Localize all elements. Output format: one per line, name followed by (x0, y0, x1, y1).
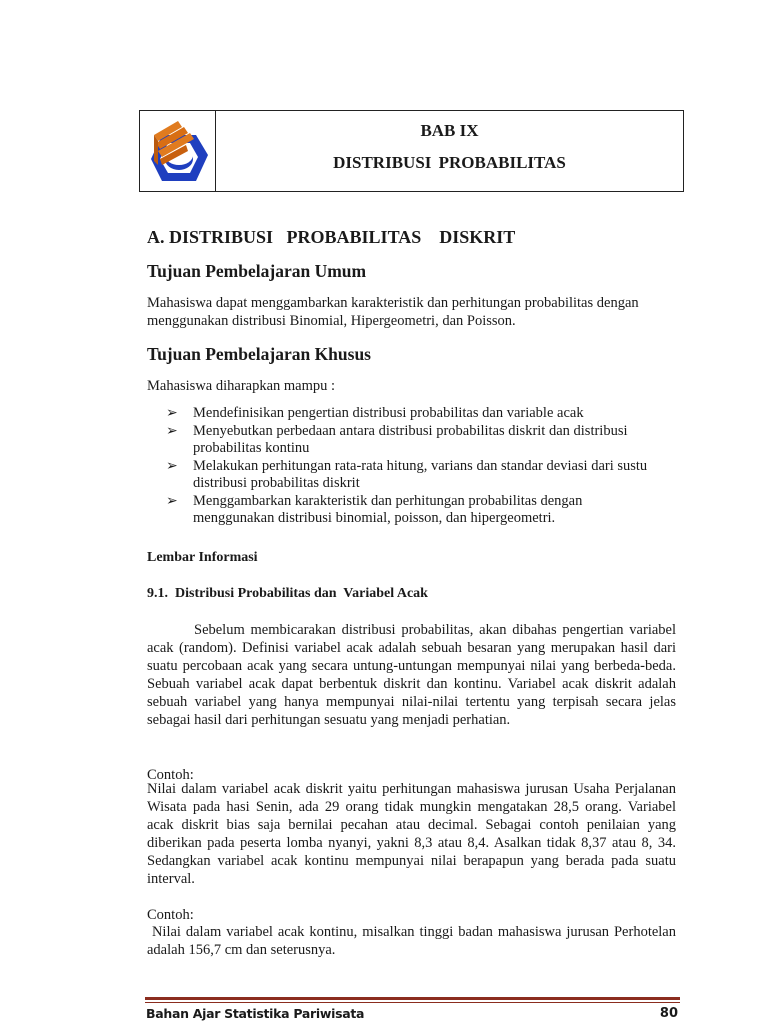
objectives-list (166, 405, 666, 528)
example-1-text: Nilai dalam variabel acak diskrit yaitu perhitungan mahasiswa jurusan Usaha Perjalanan Wisata pada hasi Senin, ada 29 orang tidak mungkin mengatakan 28,5 orang. Variabel acak diskrit bias saja bernilai pecahan atau decimal. Sebagai contoh penilaian yang diberikan pada peserta lomba nyanyi, yakni 8,3 atau 8,4. Asalkan tidak 8,37 atau 8, 34. Sedangkan variabel acak kontinu mempunyai nilai berapapun yang berada pada suatu interval. (147, 781, 676, 887)
page-number: 80 (659, 1006, 678, 1021)
chapter-number: BAB IX (420, 121, 479, 140)
intro-paragraph: Sebelum membicarakan distribusi probabilitas, akan dibahas pengertian variabel acak (random). Definisi variabel acak adalah sebuah besaran yang merupakan hasil dari suatu percobaan acak yang secara untung-untungan mempunyai nilai yang berbeda-beda. Sebuah variabel acak dapat berbentuk diskrit dan kontinu. Variabel acak diskrit adalah sebuah variabel yang hanya mempunyai nilai-nilai tertentu yang terpisah secara jelas sebagai hasil dari perhitungan sesuatu yang menjadi perhatian. (147, 622, 676, 728)
footer-book-title: Bahan Ajar Statistika Pariwisata (146, 1006, 365, 1021)
arrowhead-bullet-icon: ➢ (166, 492, 178, 509)
section-a-title: A. DISTRIBUSI PROBABILITAS DISKRIT (147, 227, 516, 247)
arrowhead-bullet-icon: ➢ (166, 405, 178, 421)
general-goal-heading: Tujuan Pembelajaran Umum (147, 261, 367, 281)
footer-rule (145, 997, 680, 1000)
logo-cell (140, 111, 216, 191)
arrowhead-bullet-icon: ➢ (166, 422, 178, 439)
info-heading: Lembar Informasi (147, 550, 258, 565)
list-item (166, 423, 666, 458)
list-item (166, 493, 666, 528)
specific-goal-heading: Tujuan Pembelajaran Khusus (147, 344, 371, 364)
subsection-title: 9.1. Distribusi Probabilitas dan Variabel Acak (147, 586, 428, 601)
footer-rule-thin (145, 1002, 680, 1003)
example-2-label: Contoh: (147, 907, 194, 923)
list-item (166, 458, 666, 493)
institution-logo-icon (148, 115, 210, 189)
list-item-text: Melakukan perhitungan rata-rata hitung, varians dan standar deviasi dari sustu distribusi probabilitas diskrit (193, 457, 648, 491)
list-item-text: Menyebutkan perbedaan antara distribusi probabilitas diskrit dan distribusi probabilitas kontinu (193, 422, 628, 456)
arrowhead-bullet-icon: ➢ (166, 457, 178, 474)
list-item-text: Mendefinisikan pengertian distribusi probabilitas dan variable acak (193, 405, 584, 421)
specific-goal-intro: Mahasiswa diharapkan mampu : (147, 378, 336, 394)
chapter-title: DISTRIBUSI PROBABILITAS (333, 153, 566, 172)
list-item-text: Menggambarkan karakteristik dan perhitungan probabilitas dengan menggunakan distribusi binomial, poisson, dan hipergeometri. (193, 492, 583, 526)
chapter-header-box (139, 110, 684, 192)
example-2-text: Nilai dalam variabel acak kontinu, misalkan tinggi badan mahasiswa jurusan Perhotelan adalah 156,7 cm dan seterusnya. (147, 924, 680, 958)
list-item (166, 405, 666, 423)
example-1-label: Contoh: (147, 767, 194, 783)
general-goal-text: Mahasiswa dapat menggambarkan karakteristik dan perhitungan probabilitas dengan menggunakan distribusi Binomial, Hipergeometri, dan Poisson. (147, 295, 639, 329)
